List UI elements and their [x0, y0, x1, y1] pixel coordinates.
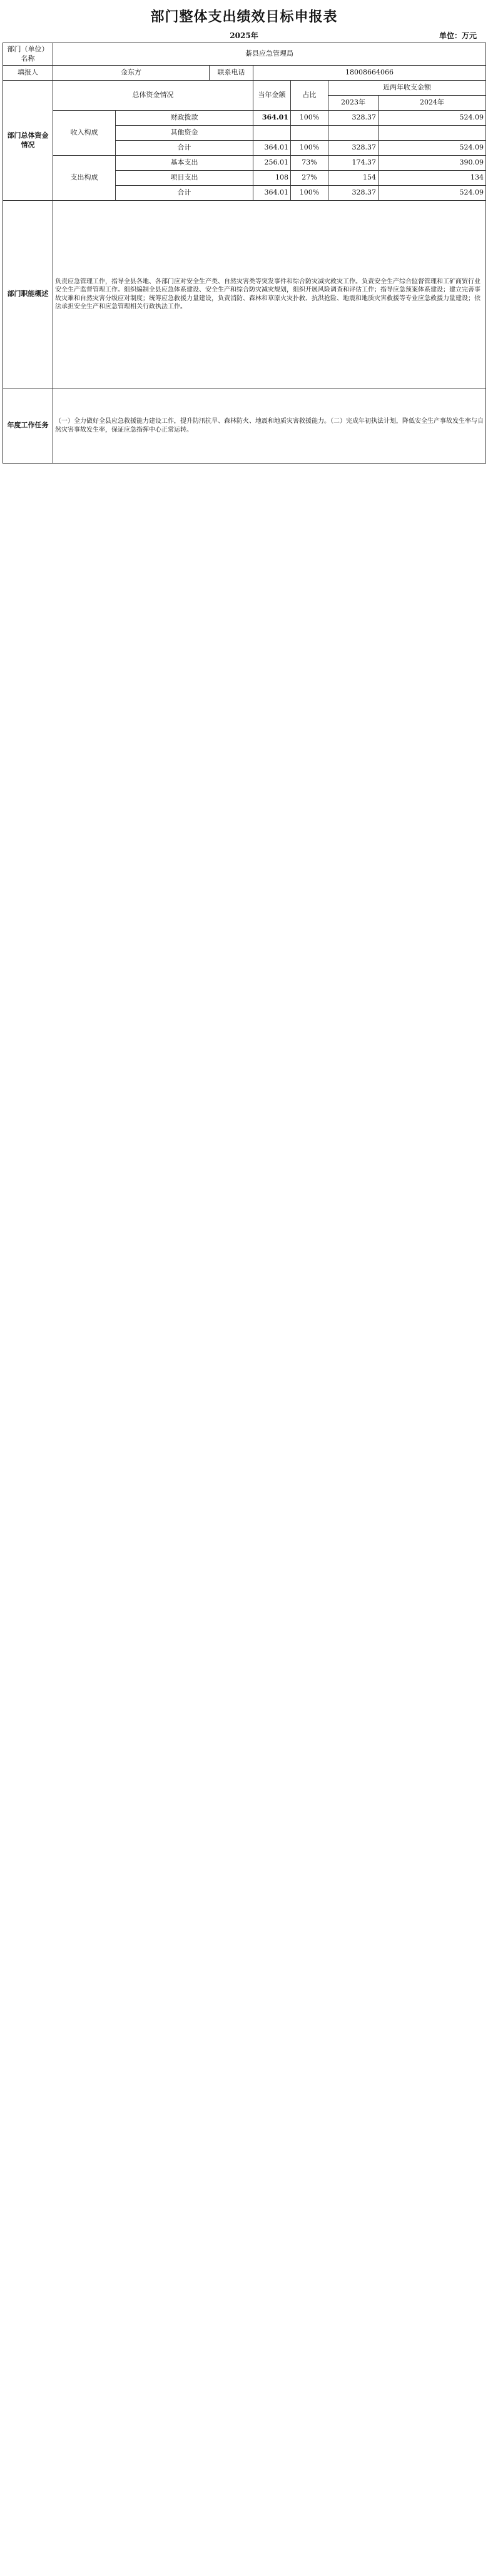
funds-header-row	[3, 81, 486, 96]
funds-current-label: 当年金额	[253, 81, 291, 111]
filler-label: 填报人	[3, 66, 53, 81]
duty-text: 负责应急管理工作，指导全县各地、各部门应对安全生产类、自然灾害类等突发事件和综合防灾减灾救灾工作。负责安全生产综合监督管理和工矿商贸行业安全生产监督管理工作。组织编制全县应急体系建设、安全生产和综合防灾减灾规划，组织开展风险调查和评估工作；指导应急预案体系建设；建立完善事故灾难和自然灾害分级应对制度；统筹应急救援力量建设，负责消防、森林和草原火灾扑救、抗洪抢险、地震和地质灾害救援等专业应急救援力量建设；依法承担安全生产和应急管理相关行政执法工作。	[53, 201, 486, 388]
funds-row-current: 364.01	[253, 186, 291, 201]
income-label: 收入构成	[53, 111, 116, 156]
funds-row-2024	[379, 126, 486, 141]
report-unit: 单位：万元	[439, 31, 477, 40]
funds-row-2023: 328.37	[328, 141, 379, 156]
funds-row-name: 财政拨款	[116, 111, 253, 126]
phone-value: 18008664066	[253, 66, 486, 81]
tasks-row	[3, 388, 486, 464]
funds-row-ratio	[291, 126, 328, 141]
funds-row-ratio: 73%	[291, 156, 328, 171]
funds-total-label: 总体资金情况	[53, 81, 253, 111]
funds-row-2024: 524.09	[379, 186, 486, 201]
funds-row-name: 基本支出	[116, 156, 253, 171]
funds-year-2023: 2023年	[328, 96, 379, 111]
funds-row-ratio: 100%	[291, 141, 328, 156]
filler-value: 金东方	[53, 66, 210, 81]
funds-ratio-label: 占比	[291, 81, 328, 111]
dept-name-value: 綦县应急管理局	[53, 43, 486, 66]
funds-row-2023: 154	[328, 171, 379, 186]
funds-row-2023	[328, 126, 379, 141]
funds-row-ratio: 100%	[291, 111, 328, 126]
funds-section-label: 部门总体资金情况	[3, 81, 53, 201]
dept-name-row	[3, 43, 486, 66]
remaining-document-area	[3, 464, 485, 2528]
performance-target-table	[3, 43, 486, 464]
tasks-text: （一）全力做好全县应急救援能力建设工作，提升防汛抗旱、森林防火、地震和地质灾害救援能力。（二）完成年初执法计划，降低安全生产事故发生率与自然灾害事故发生率，保证应急指挥中心正常运转。	[53, 388, 486, 464]
funds-year-2024: 2024年	[379, 96, 486, 111]
funds-row-name: 项目支出	[116, 171, 253, 186]
funds-row-current: 364.01	[253, 141, 291, 156]
funds-row	[3, 111, 486, 126]
funds-row-current: 256.01	[253, 156, 291, 171]
funds-row-current: 364.01	[253, 111, 291, 126]
funds-row-name: 其他资金	[116, 126, 253, 141]
funds-row-name: 合计	[116, 186, 253, 201]
funds-row-2023: 174.37	[328, 156, 379, 171]
page-title: 部门整体支出绩效目标申报表	[150, 9, 338, 25]
tasks-label: 年度工作任务	[3, 388, 53, 464]
funds-row-name: 合计	[116, 141, 253, 156]
funds-recent-label: 近两年收支金额	[328, 81, 486, 96]
funds-row-ratio: 100%	[291, 186, 328, 201]
funds-row-2023: 328.37	[328, 186, 379, 201]
duty-row	[3, 201, 486, 388]
funds-row-current	[253, 126, 291, 141]
funds-row-2023: 328.37	[328, 111, 379, 126]
funds-row-ratio: 27%	[291, 171, 328, 186]
funds-row-2024: 524.09	[379, 141, 486, 156]
funds-row	[3, 156, 486, 171]
funds-row-current: 108	[253, 171, 291, 186]
funds-row-2024: 134	[379, 171, 486, 186]
funds-row-2024: 390.09	[379, 156, 486, 171]
dept-name-label: 部门（单位）名称	[3, 43, 53, 66]
report-subheader	[3, 28, 485, 43]
phone-label: 联系电话	[210, 66, 253, 81]
filler-row	[3, 66, 486, 81]
duty-label: 部门职能概述	[3, 201, 53, 388]
funds-row-2024: 524.09	[379, 111, 486, 126]
report-year: 2025年	[230, 31, 258, 40]
expense-label: 支出构成	[53, 156, 116, 201]
